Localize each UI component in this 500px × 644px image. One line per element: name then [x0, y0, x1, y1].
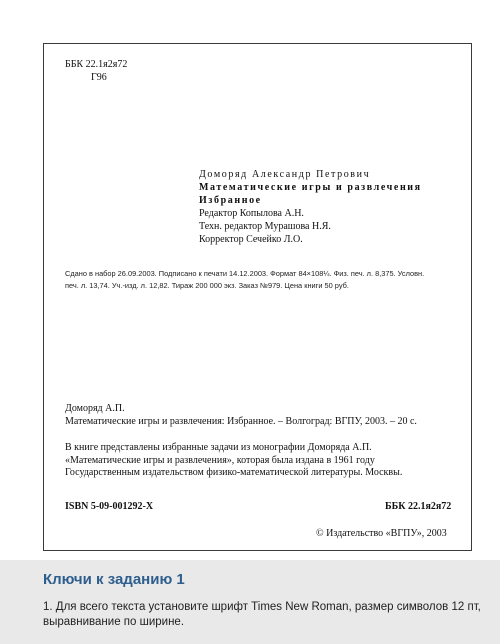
instruction-line: 1. Для всего текста установите шрифт Times New Roman, размер символов 12 пт,: [43, 601, 481, 613]
editor: Редактор Копылова А.Н.: [199, 208, 304, 219]
annotation-line: Государственным издательством физико-математической литературы. Москвы.: [65, 467, 403, 479]
corrector: Корректор Сечейко Л.О.: [199, 234, 303, 245]
isbn: ISBN 5-09-001292-X: [65, 501, 154, 512]
page-frame: [43, 43, 472, 551]
task-instruction: [43, 600, 483, 630]
print-info: [65, 268, 457, 292]
author-full-name: Доморяд Александр Петрович: [199, 169, 371, 180]
book-title: Математические игры и развлечения: [199, 182, 422, 193]
biblio-reference: Математические игры и развлечения: Избранное. – Волгоград: ВГПУ, 2003. – 20 с.: [65, 416, 417, 427]
tech-editor: Техн. редактор Мурашова Н.Я.: [199, 221, 331, 232]
annotation: [65, 442, 461, 480]
instruction-line: выравнивание по ширине.: [43, 616, 185, 628]
copyright: © Издательство «ВГПУ», 2003: [316, 528, 447, 539]
bbk-code-top: ББК 22.1я2я72: [65, 59, 128, 70]
author-mark: Г96: [91, 72, 107, 83]
bibliographic-record: [65, 402, 461, 428]
book-subtitle: Избранное: [199, 195, 262, 206]
bbk-code-bottom: ББК 22.1я2я72: [385, 501, 452, 512]
print-info-line: печ. л. 13,74. Уч.-изд. л. 12,82. Тираж 200 000 экз. Заказ №979. Цена книги 50 руб.: [65, 281, 349, 290]
annotation-line: В книге представлены избранные задачи из монографии Доморяда А.П.: [65, 442, 372, 453]
annotation-line: «Математические игры и развлечения», которая была издана в 1961 году: [65, 454, 375, 466]
imprint-block: [199, 168, 459, 246]
biblio-author: Доморяд А.П.: [65, 403, 125, 414]
print-info-line: Сдано в набор 26.09.2003. Подписано к печати 14.12.2003. Формат 84×108¼. Физ. печ. л. 8,375. Условн.: [65, 269, 425, 278]
task-heading: Ключи к заданию 1: [43, 571, 185, 588]
